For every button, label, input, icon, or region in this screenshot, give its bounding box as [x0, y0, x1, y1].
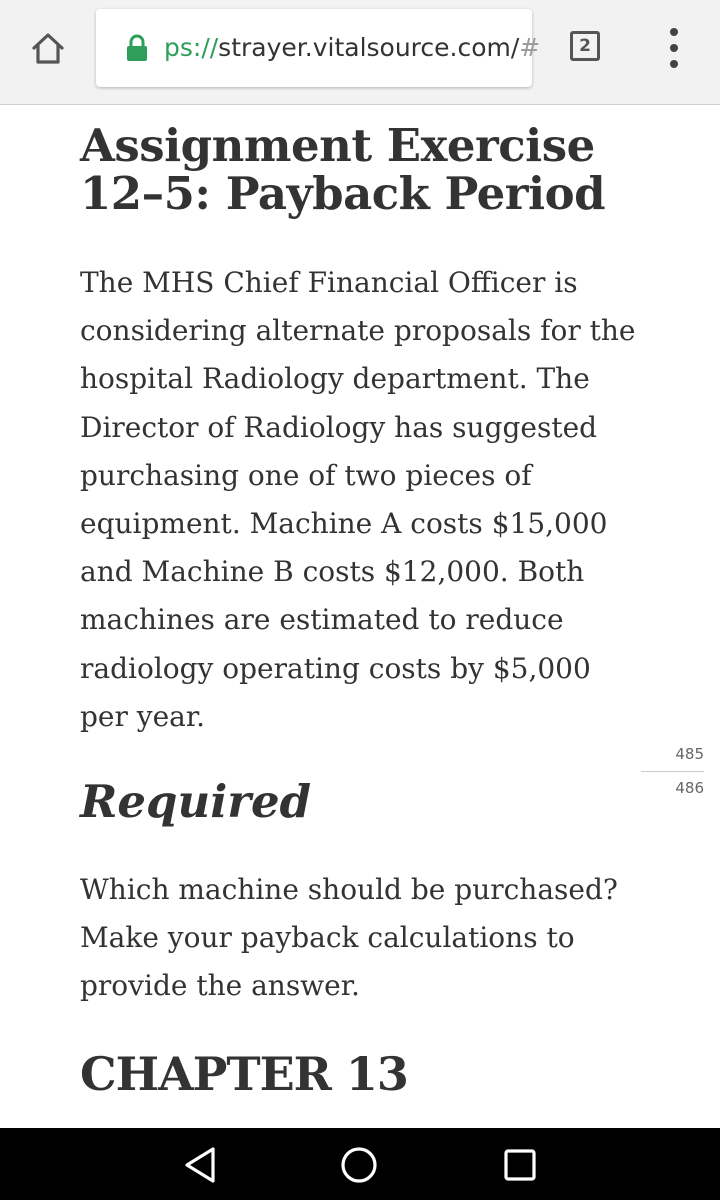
more-vert-icon[interactable] — [662, 28, 686, 68]
lock-icon — [126, 35, 148, 61]
recents-icon[interactable] — [504, 1149, 536, 1181]
url-host: strayer.vitalsource.com/ — [218, 33, 520, 62]
tab-count: 2 — [579, 36, 591, 56]
required-heading: Required — [80, 775, 312, 828]
url-scheme: ps:// — [164, 33, 219, 62]
menu-dot — [670, 28, 678, 36]
exercise-paragraph: The MHS Chief Financial Officer is considering alternate proposals for the hospital Radiology department. The Director of Radiology has suggested purchasing one of two pieces of equipment. Machine A costs $15,000 and Machine B costs $12,000. Both machines are estimated to reduce radiology operating costs by $5,000 per year. — [80, 266, 636, 733]
menu-dot — [670, 44, 678, 52]
home-icon — [28, 28, 68, 68]
page-title: Assignment Exercise 12–5: Payback Period — [80, 119, 606, 220]
address-bar[interactable] — [96, 9, 541, 87]
url-tail: # — [519, 33, 541, 62]
chapter-heading: CHAPTER 13 — [80, 1047, 408, 1101]
home-circle-icon[interactable] — [340, 1146, 378, 1184]
page-number-bottom: 486 — [675, 779, 704, 797]
menu-dot — [670, 60, 678, 68]
required-paragraph: Which machine should be purchased? Make your payback calculations to provide the answer. — [80, 873, 618, 1003]
url-text[interactable] — [164, 30, 541, 66]
page-divider — [641, 771, 704, 772]
system-nav-bar — [0, 1128, 720, 1200]
tab-switcher-button[interactable] — [570, 31, 600, 61]
back-icon[interactable] — [182, 1146, 218, 1184]
browser-toolbar — [0, 0, 720, 105]
page-number-top: 485 — [675, 745, 704, 763]
home-button[interactable] — [28, 28, 68, 68]
